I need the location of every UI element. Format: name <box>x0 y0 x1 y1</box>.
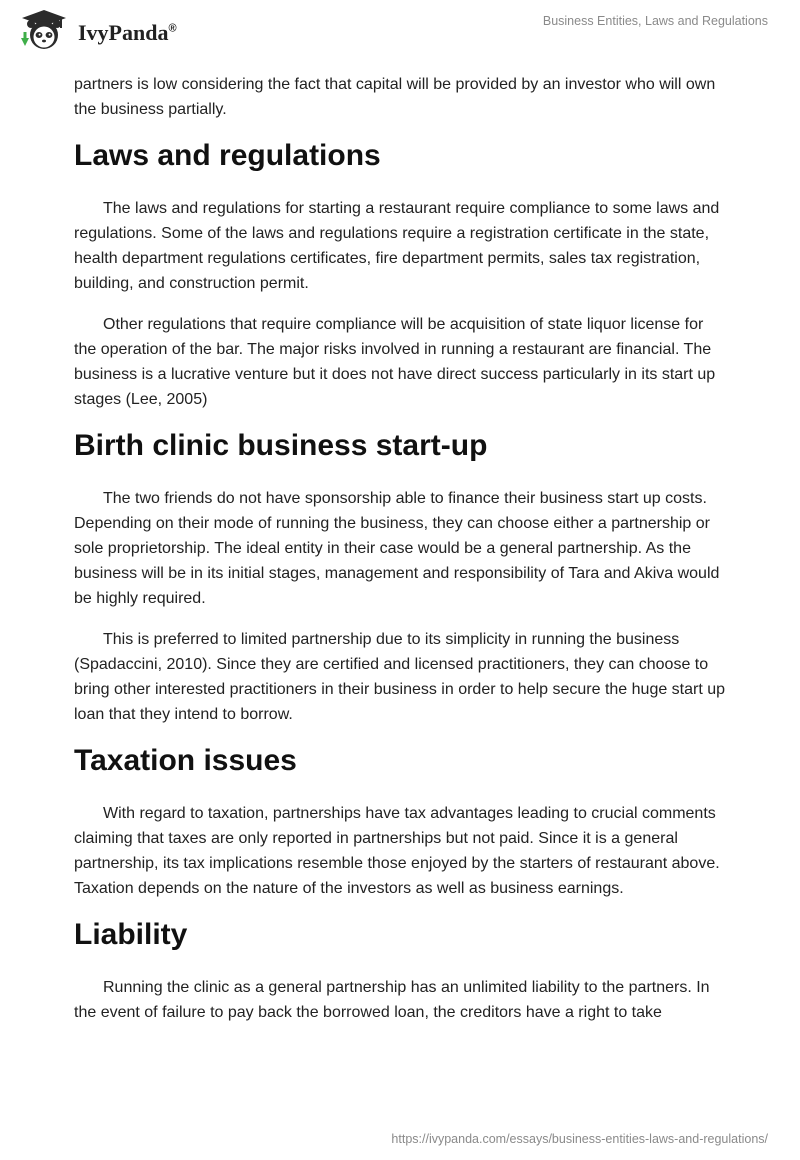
paragraph: The two friends do not have sponsorship able to finance their business start up costs. Depending on their mode of running the business, they can choose either a partnership or sole proprietorship. The ideal entity in their case would be a general partnership. As the business will be in its initial stages, management and responsibility of Tara and Akiva would be highly required. <box>74 490 720 607</box>
intro-paragraph: partners is low considering the fact that capital will be provided by an investor who will own the business partially. <box>74 76 716 118</box>
section-heading-liability: Liability <box>74 918 188 951</box>
section-heading-taxation: Taxation issues <box>74 744 297 777</box>
panda-logo-icon <box>16 8 72 52</box>
source-url[interactable]: https://ivypanda.com/essays/business-entities-laws-and-regulations/ <box>391 1132 768 1146</box>
paragraph: Other regulations that require compliance will be acquisition of state liquor license for the operation of the bar. The major risks involved in running a restaurant are financial. The business is a lucrative venture but it does not have direct success particularly in its start up stages (Lee, 2005) <box>74 316 716 408</box>
brand-name <box>78 20 177 46</box>
paragraph: The laws and regulations for starting a restaurant require compliance to some laws and regulations. Some of the laws and regulations require a registration certificate in the state, health department regulations certificates, fire department permits, sales tax registration, building, and construction permit. <box>74 200 720 292</box>
registered-mark: ® <box>168 22 177 35</box>
page-header <box>0 0 800 70</box>
paragraph: This is preferred to limited partnership due to its simplicity in running the business (Spadaccini, 2010). Since they are certified and licensed practitioners, they can choose to bring other interested practitioners in their business in order to help secure the huge start up loan that they intend to borrow. <box>74 631 726 723</box>
paragraph: Running the clinic as a general partnership has an unlimited liability to the partners. In the event of failure to pay back the borrowed loan, the creditors have a right to take <box>74 979 710 1021</box>
ivypanda-logo[interactable] <box>16 8 216 58</box>
document-title: Business Entities, Laws and Regulations <box>542 14 768 28</box>
essay-body <box>74 72 726 1041</box>
paragraph: With regard to taxation, partnerships have tax advantages leading to crucial comments claiming that taxes are only reported in partnerships but not paid. Since it is a general partnership, its tax implications resemble those enjoyed by the starters of restaurant above. Taxation depends on the nature of the investors as well as business earnings. <box>74 805 720 897</box>
brand-text: IvyPanda <box>78 20 169 45</box>
section-heading-laws: Laws and regulations <box>74 139 381 172</box>
section-heading-birth-clinic: Birth clinic business start-up <box>74 429 488 462</box>
